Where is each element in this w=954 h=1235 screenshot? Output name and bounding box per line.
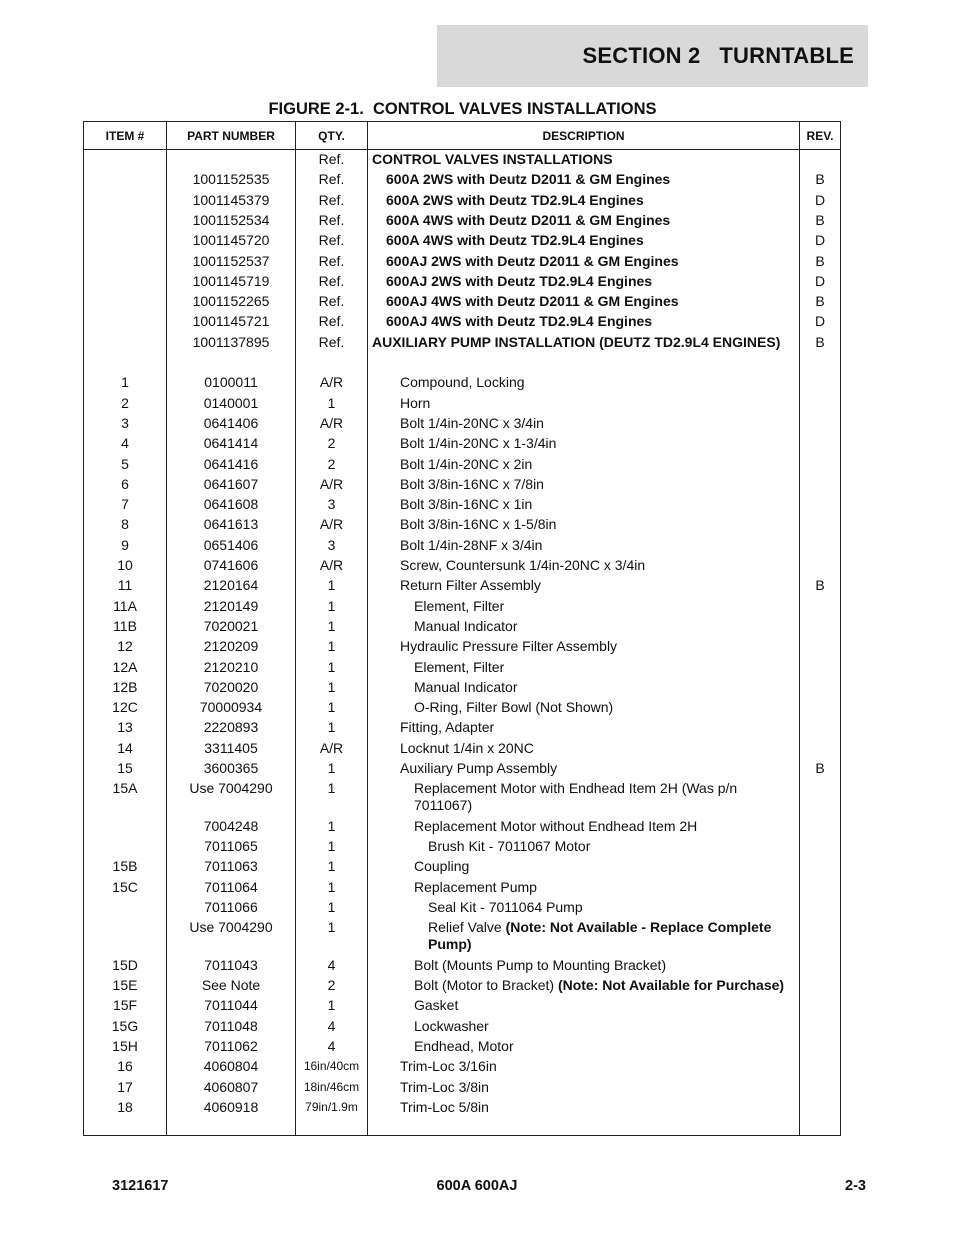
description-text: Coupling [414, 858, 470, 875]
description-text: Bolt 3/8in-16NC x 7/8in [400, 475, 544, 492]
table-row [84, 760, 840, 777]
item-number: 16 [117, 1058, 133, 1075]
column-header-item: ITEM # [105, 128, 145, 143]
description-text: Brush Kit - 7011067 Motor [428, 838, 591, 855]
description [368, 232, 796, 249]
part-number: 2120164 [203, 577, 259, 594]
part-number: 2120149 [203, 597, 259, 614]
description-text: Bolt 1/4in-20NC x 2in [400, 455, 533, 472]
table-row [84, 334, 840, 351]
table-row [84, 151, 840, 168]
part-number: 7004248 [203, 817, 259, 834]
description-text: Bolt 1/4in-28NF x 3/4in [400, 536, 543, 553]
item-number: 12A [112, 658, 138, 675]
description-text: Locknut 1/4in x 20NC [400, 739, 534, 756]
description [368, 899, 796, 916]
description-text: 600AJ 4WS with Deutz TD2.9L4 Engines [386, 313, 653, 330]
part-number: 3311405 [204, 739, 258, 756]
part-number: 7020021 [203, 617, 259, 634]
revision: B [815, 252, 825, 269]
quantity: Ref. [318, 313, 345, 330]
quantity: 3 [327, 536, 336, 553]
quantity: Ref. [318, 151, 345, 167]
description [368, 313, 796, 330]
description-text: Endhead, Motor [414, 1038, 514, 1054]
revision: B [815, 577, 825, 594]
table-row [84, 780, 840, 814]
table-row [84, 699, 840, 716]
column-header-part-number: PART NUMBER [187, 128, 275, 143]
quantity: 18in/46cm [303, 1079, 360, 1094]
part-number: 70000934 [199, 699, 263, 716]
quantity: 1 [327, 858, 336, 875]
table-row [84, 192, 840, 209]
table-row [84, 476, 840, 493]
quantity: 1 [327, 838, 336, 855]
part-number: 7011063 [204, 858, 258, 875]
part-number: 1001152535 [192, 171, 270, 188]
quantity: A/R [319, 739, 344, 756]
part-number: 2220893 [203, 719, 259, 736]
description [368, 919, 796, 953]
table-row [84, 899, 840, 916]
description-text: 600A 4WS with Deutz D2011 & GM Engines [386, 211, 671, 228]
quantity: 1 [327, 617, 336, 634]
description-text: Element, Filter [414, 658, 505, 675]
table-row [84, 818, 840, 835]
table-row [84, 1099, 840, 1116]
table-row [84, 577, 840, 594]
footer-document-number: 3121617 [112, 1178, 169, 1194]
quantity: A/R [319, 414, 344, 431]
item-number: 15H [112, 1038, 138, 1054]
table-row [84, 273, 840, 290]
part-number: 2120210 [203, 658, 259, 675]
table-row [84, 838, 840, 855]
table-row [84, 957, 840, 974]
part-number: 1001145720 [192, 232, 270, 249]
table-row [84, 638, 840, 655]
table-row [84, 415, 840, 432]
description [368, 415, 796, 432]
part-number: 7011065 [204, 838, 258, 855]
item-number: 4 [121, 435, 129, 452]
part-number: 0641608 [203, 496, 259, 513]
table-row [84, 516, 840, 533]
part-number: 2120209 [203, 638, 259, 655]
quantity: 1 [327, 577, 336, 594]
table-row [84, 354, 840, 371]
description-text: Replacement Motor with Endhead Item 2H (Was p/n 7011067) [414, 780, 738, 814]
item-number: 5 [121, 455, 129, 472]
item-number: 17 [117, 1078, 133, 1095]
item-number: 11A [113, 597, 137, 614]
description [368, 879, 796, 896]
quantity: Ref. [318, 272, 345, 289]
quantity: Ref. [318, 333, 345, 350]
item-number: 9 [121, 536, 129, 553]
part-number: 7020020 [203, 678, 259, 695]
revision: B [815, 171, 825, 188]
item-number: 13 [117, 719, 133, 736]
quantity: 1 [327, 658, 336, 675]
part-number: 4060804 [203, 1058, 259, 1075]
quantity: 1 [327, 699, 336, 716]
part-number: 1001152537 [192, 252, 270, 269]
description [368, 618, 796, 635]
table-row [84, 293, 840, 310]
description [368, 171, 796, 188]
description-text: Lockwasher [414, 1017, 489, 1034]
description [368, 659, 796, 676]
description-text: O-Ring, Filter Bowl (Not Shown) [414, 699, 614, 716]
table-row [84, 977, 840, 994]
description [368, 192, 796, 209]
table-row [84, 719, 840, 736]
item-number: 11B [113, 617, 137, 634]
part-number: 0741606 [203, 557, 259, 573]
description-note: (Note: Not Available - Replace Complete Pump) [428, 919, 772, 953]
part-number: 7011043 [204, 956, 258, 973]
revision: B [815, 333, 825, 350]
part-number: 1001152265 [192, 293, 270, 310]
quantity: 1 [327, 997, 336, 1014]
quantity: 1 [327, 780, 336, 797]
revision: D [814, 272, 826, 289]
quantity: 1 [327, 638, 336, 655]
description-text: Bolt 1/4in-20NC x 1-3/4in [400, 435, 557, 452]
description [368, 395, 796, 412]
quantity: Ref. [318, 211, 345, 228]
description [368, 577, 796, 594]
table-row [84, 232, 840, 249]
part-number: 0641613 [203, 516, 259, 533]
quantity: 2 [327, 455, 336, 472]
description-text: Bolt (Motor to Bracket) [414, 977, 558, 994]
description [368, 516, 796, 533]
quantity: 79in/1.9m [305, 1099, 358, 1114]
description [368, 699, 796, 716]
part-number: 7011062 [204, 1038, 258, 1054]
description-text: Bolt 3/8in-16NC x 1in [400, 496, 533, 513]
description [368, 740, 796, 757]
quantity: 3 [327, 496, 336, 513]
table-row [84, 537, 840, 554]
revision: B [815, 293, 825, 310]
description-text: 600A 2WS with Deutz D2011 & GM Engines [386, 171, 671, 188]
description [368, 212, 796, 229]
item-number: 10 [117, 557, 133, 573]
part-number: 0641414 [203, 435, 259, 452]
description [368, 1099, 796, 1116]
part-number: 1001145721 [192, 313, 270, 330]
item-number: 2 [121, 394, 129, 411]
table-row [84, 598, 840, 615]
revision: D [814, 191, 826, 208]
item-number: 15F [112, 997, 138, 1014]
quantity: A/R [319, 516, 344, 533]
table-row [84, 997, 840, 1014]
part-number: 4060807 [203, 1078, 259, 1095]
quantity: Ref. [318, 252, 345, 269]
description-text: 600AJ 2WS with Deutz TD2.9L4 Engines [386, 272, 653, 289]
description-note: (Note: Not Available for Purchase) [557, 977, 785, 994]
table-row [84, 879, 840, 896]
quantity: 2 [327, 977, 336, 994]
description [368, 557, 796, 574]
description-text: Gasket [414, 997, 459, 1014]
item-number: 15 [117, 760, 133, 776]
part-number: 0641607 [203, 475, 259, 492]
quantity: 16in/40cm [303, 1059, 360, 1074]
quantity: 1 [327, 597, 336, 614]
quantity: 1 [327, 760, 336, 776]
revision: D [814, 232, 826, 249]
description [368, 638, 796, 655]
part-number: 0100011 [204, 374, 258, 391]
description-text: Seal Kit - 7011064 Pump [428, 899, 583, 915]
quantity: A/R [319, 557, 344, 573]
description-text: 600A 4WS with Deutz TD2.9L4 Engines [386, 232, 644, 249]
quantity: 4 [327, 956, 336, 973]
part-number: 7011066 [204, 899, 258, 915]
description [368, 1038, 796, 1055]
description [368, 838, 796, 855]
description [368, 273, 796, 290]
description [368, 435, 796, 452]
description-text: CONTROL VALVES INSTALLATIONS [372, 151, 613, 167]
description-text: Manual Indicator [414, 617, 518, 634]
quantity: A/R [319, 475, 344, 492]
description [368, 818, 796, 835]
description [368, 997, 796, 1014]
item-number: 1 [121, 374, 129, 391]
item-number: 3 [121, 414, 129, 431]
item-number: 11 [117, 577, 133, 594]
description [368, 253, 796, 270]
item-number: 15B [112, 858, 138, 875]
quantity: Ref. [318, 171, 345, 188]
description [368, 537, 796, 554]
description-text: Hydraulic Pressure Filter Assembly [400, 638, 618, 655]
table-row [84, 557, 840, 574]
table-row [84, 659, 840, 676]
description [368, 719, 796, 736]
description [368, 476, 796, 493]
part-number: 7011064 [204, 878, 258, 895]
table-row [84, 618, 840, 635]
quantity: Ref. [318, 191, 345, 208]
revision: B [815, 211, 825, 228]
table-row [84, 171, 840, 188]
table-row [84, 679, 840, 696]
description [368, 598, 796, 615]
table-row [84, 313, 840, 330]
figure-title: FIGURE 2-1. CONTROL VALVES INSTALLATIONS [268, 100, 657, 118]
description [368, 374, 796, 391]
footer-model: 600A 600AJ [436, 1178, 518, 1194]
part-number: 1001152534 [192, 211, 270, 228]
item-number: 12B [112, 678, 138, 695]
quantity: Ref. [318, 232, 345, 249]
item-number: 15D [112, 956, 138, 973]
part-number: 3600365 [203, 760, 259, 776]
description-text: 600AJ 4WS with Deutz D2011 & GM Engines [386, 293, 679, 310]
part-number: See Note [201, 977, 261, 994]
item-number: 7 [121, 496, 129, 513]
description-text: Compound, Locking [400, 374, 525, 391]
description [368, 456, 796, 473]
column-header-description: DESCRIPTION [542, 128, 625, 143]
item-number: 18 [117, 1098, 133, 1115]
description-text: Horn [400, 394, 431, 411]
table-row [84, 1018, 840, 1035]
quantity: 4 [327, 1038, 336, 1054]
quantity: 1 [327, 678, 336, 695]
item-number: 6 [121, 475, 129, 492]
quantity: 1 [327, 817, 336, 834]
description-text: 600A 2WS with Deutz TD2.9L4 Engines [386, 191, 644, 208]
section-header-band [437, 25, 868, 87]
part-number: 0140001 [203, 394, 259, 411]
quantity: 4 [327, 1017, 336, 1034]
quantity: 1 [327, 878, 336, 895]
table-row [84, 1058, 840, 1075]
description-text: Bolt 1/4in-20NC x 3/4in [400, 414, 544, 431]
description [368, 957, 796, 974]
description-text: Bolt (Mounts Pump to Mounting Bracket) [414, 956, 667, 973]
table-row [84, 1038, 840, 1055]
description-text: Element, Filter [414, 597, 505, 614]
column-header-qty: QTY. [318, 128, 345, 143]
revision: B [815, 760, 825, 776]
description-text: Trim-Loc 3/16in [400, 1058, 497, 1075]
part-number: 7011044 [204, 997, 258, 1014]
description-text: Bolt 3/8in-16NC x 1-5/8in [400, 516, 557, 533]
item-number: 12C [112, 699, 138, 716]
item-number: 12 [117, 638, 133, 655]
section-title: SECTION 2 TURNTABLE [582, 43, 854, 68]
part-number: Use 7004290 [189, 919, 273, 936]
parts-table [83, 121, 841, 1136]
description [368, 760, 796, 777]
part-number: 0641406 [203, 414, 259, 431]
part-number: 1001137895 [192, 333, 270, 350]
table-row [84, 395, 840, 412]
part-number: 0651406 [203, 536, 259, 553]
quantity: Ref. [318, 293, 345, 310]
table-row [84, 253, 840, 270]
description [368, 977, 796, 994]
quantity: 2 [327, 435, 336, 452]
description-text: AUXILIARY PUMP INSTALLATION (DEUTZ TD2.9L4 ENGINES) [372, 333, 781, 350]
description-text: Trim-Loc 3/8in [400, 1078, 489, 1095]
description [368, 858, 796, 875]
description [368, 334, 796, 351]
quantity: A/R [319, 374, 344, 391]
description-text: Relief Valve [428, 919, 506, 936]
part-number: Use 7004290 [189, 780, 273, 797]
description [368, 1058, 796, 1075]
description [368, 1079, 796, 1096]
description-text: Screw, Countersunk 1/4in-20NC x 3/4in [400, 557, 646, 573]
description [368, 293, 796, 310]
description-text: Manual Indicator [414, 678, 518, 695]
quantity: 1 [327, 394, 336, 411]
description-text: Fitting, Adapter [400, 719, 495, 736]
item-number: 15A [112, 780, 138, 797]
item-number: 15G [111, 1017, 139, 1034]
description [368, 679, 796, 696]
item-number: 15C [112, 878, 138, 895]
quantity: 1 [327, 719, 336, 736]
description [368, 496, 796, 513]
table-row [84, 456, 840, 473]
column-header-rev: REV. [806, 128, 834, 143]
item-number: 15E [112, 977, 138, 994]
table-row [84, 919, 840, 953]
table-row [84, 858, 840, 875]
description-text: Trim-Loc 5/8in [400, 1098, 489, 1115]
table-row [84, 435, 840, 452]
description [368, 151, 796, 168]
part-number: 7011048 [204, 1017, 258, 1034]
item-number: 8 [121, 516, 129, 533]
revision: D [814, 313, 826, 330]
description-text: 600AJ 2WS with Deutz D2011 & GM Engines [386, 252, 679, 269]
part-number: 0641416 [203, 455, 259, 472]
description-text: Return Filter Assembly [400, 577, 541, 594]
description-text: Replacement Motor without Endhead Item 2H [414, 817, 698, 834]
table-header-row [84, 122, 840, 150]
description [368, 1018, 796, 1035]
part-number: 1001145379 [192, 191, 270, 208]
part-number: 1001145719 [192, 272, 270, 289]
part-number: 4060918 [203, 1098, 259, 1115]
table-row [84, 374, 840, 391]
footer-page-number: 2-3 [845, 1178, 866, 1194]
table-row [84, 740, 840, 757]
quantity: 1 [327, 899, 336, 915]
description-text: Auxiliary Pump Assembly [400, 760, 558, 776]
quantity: 1 [327, 919, 336, 936]
description [368, 780, 796, 814]
table-row [84, 1079, 840, 1096]
item-number: 14 [117, 739, 133, 756]
table-row [84, 496, 840, 513]
table-row [84, 212, 840, 229]
description-text: Replacement Pump [414, 878, 537, 895]
